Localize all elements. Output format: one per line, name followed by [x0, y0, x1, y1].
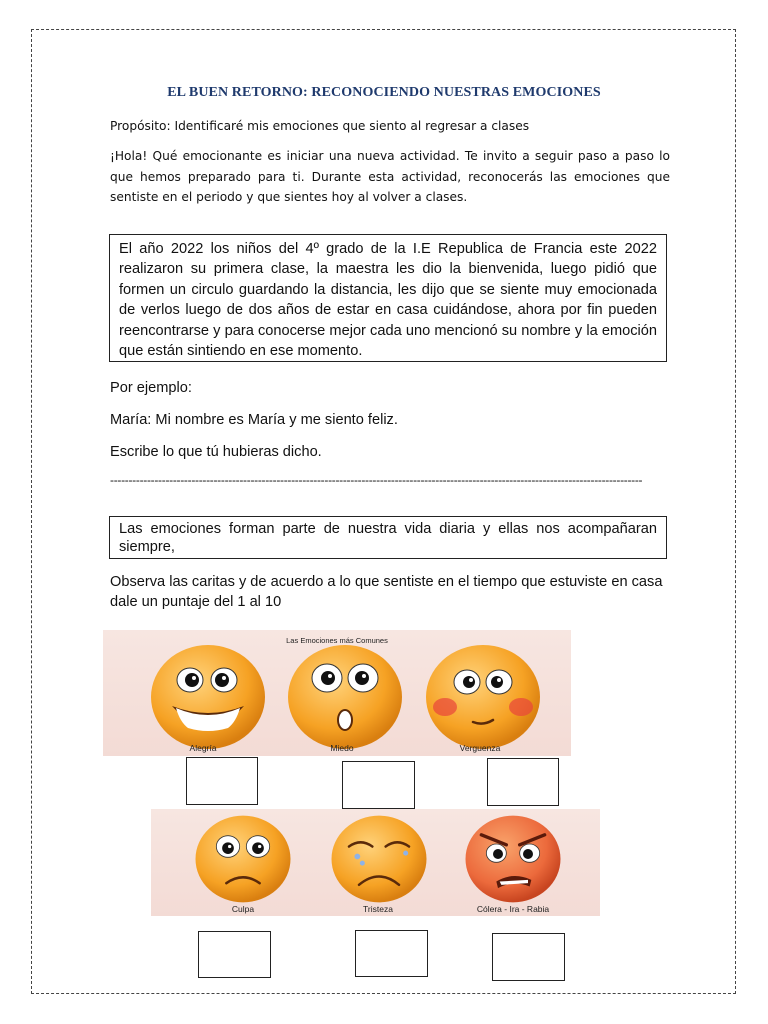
- happy-face-icon: [148, 642, 268, 752]
- story-box: El año 2022 los niños del 4º grado de la I.E Republica de Francia este 2022 realizaron su primera clase, la maestra les dio la bienvenida, luego pidió que formen un circulo guardando la distancia, les dijo que se siente muy emocionada de verlos luego de dos años de estar en casa cuidándose, ahora por fin pueden reencontrarse y para conocerse mejor cada uno mencionó su nombre y la emoción que están sintiendo en ese momento.: [109, 234, 667, 362]
- emotions-note-box: Las emociones forman parte de nuestra vida diaria y ellas nos acompañaran siempre,: [109, 516, 667, 559]
- score-box-culpa[interactable]: [198, 931, 271, 978]
- score-box-colera[interactable]: [492, 933, 565, 981]
- sad-face-icon: [329, 813, 429, 905]
- score-box-alegria[interactable]: [186, 757, 258, 805]
- emotion-label-colera: Cólera - Ira - Rabia: [476, 904, 550, 914]
- emotions-image-bottom: [151, 809, 600, 916]
- emotion-label-alegria: Alegría: [189, 743, 217, 753]
- emotions-image-title: Las Emociones más Comunes: [286, 636, 388, 645]
- emotions-image-top: [103, 630, 571, 756]
- answer-line[interactable]: ------------------------------------------------------------------------------------------------------------------------------------------------: [110, 473, 643, 487]
- page-title: EL BUEN RETORNO: RECONOCIENDO NUESTRAS EMOCIONES: [167, 85, 601, 100]
- write-prompt: Escribe lo que tú hubieras dicho.: [110, 444, 322, 460]
- emotion-label-culpa: Culpa: [231, 904, 255, 914]
- observe-instruction: Observa las caritas y de acuerdo a lo que sentiste en el tiempo que estuviste en casa dale un puntaje del 1 al 10: [110, 574, 663, 610]
- embarrassed-face-icon: [423, 642, 543, 752]
- purpose-text: Propósito: Identificaré mis emociones que siento al regresar a clases: [110, 119, 530, 133]
- scared-face-icon: [285, 642, 405, 752]
- emotion-label-verguenza: Verguenza: [459, 743, 501, 753]
- emotion-label-miedo: Miedo: [330, 743, 354, 753]
- emotion-label-tristeza: Tristeza: [363, 904, 393, 914]
- guilty-face-icon: [193, 813, 293, 905]
- score-box-tristeza[interactable]: [355, 930, 428, 977]
- intro-paragraph: ¡Hola! Qué emocionante es iniciar una nueva actividad. Te invito a seguir paso a paso lo que hemos preparado para ti. Durante esta actividad, reconocerás las emociones que sentiste en el periodo y que sientes hoy al volver a clases.: [110, 149, 670, 204]
- angry-face-icon: [463, 813, 563, 905]
- example-label: Por ejemplo:: [110, 380, 192, 396]
- example-sentence: María: Mi nombre es María y me siento feliz.: [110, 412, 398, 428]
- score-box-miedo[interactable]: [342, 761, 415, 809]
- score-box-verguenza[interactable]: [487, 758, 559, 806]
